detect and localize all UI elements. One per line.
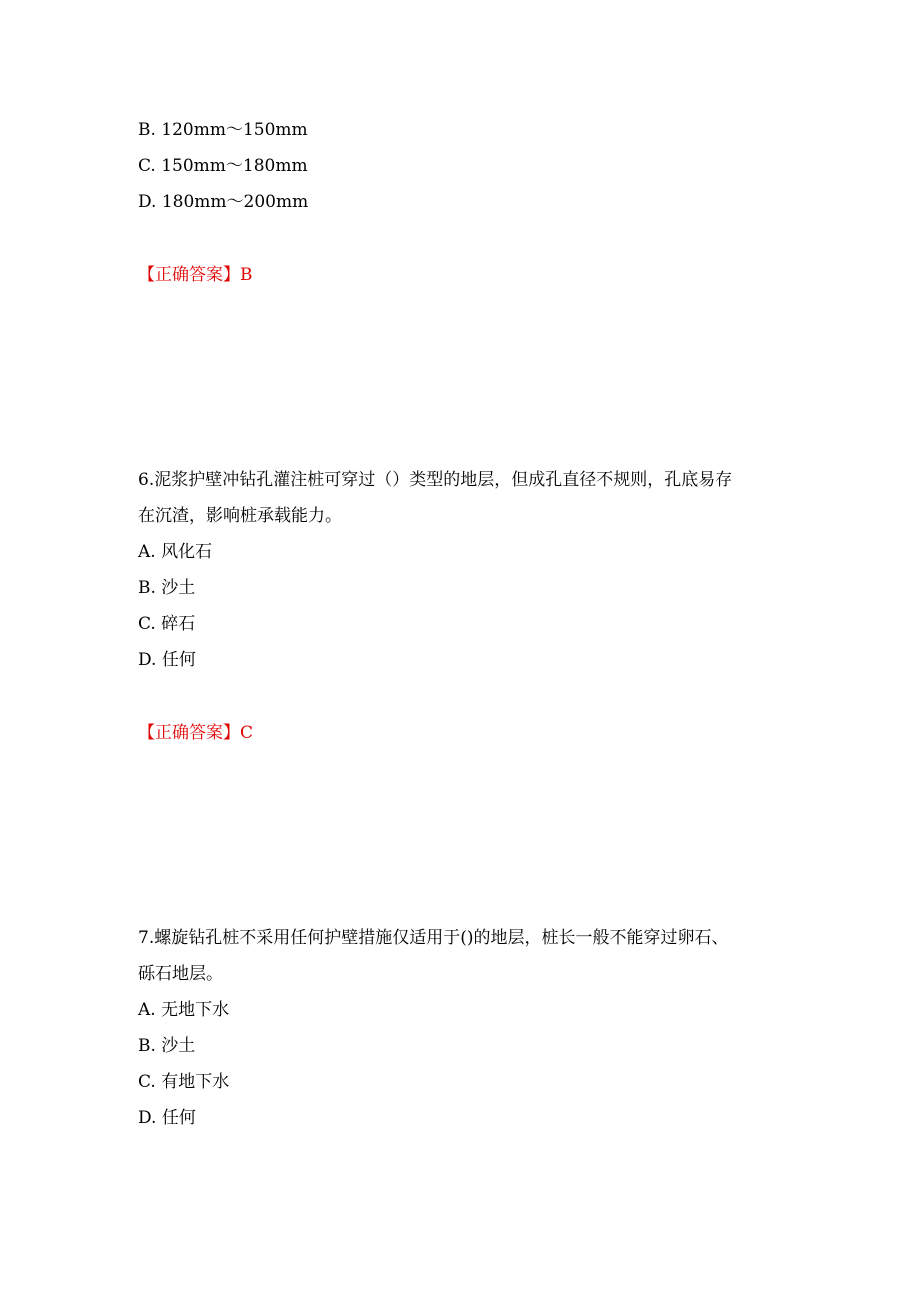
- q5-option-c: C. 150mm～180mm: [138, 156, 308, 176]
- q5-correct-answer: 【正确答案】B: [138, 265, 253, 285]
- q7-option-d: D. 任何: [138, 1108, 196, 1128]
- q5-option-b: B. 120mm～150mm: [138, 120, 308, 140]
- q7-question-line2: 砾石地层。: [138, 964, 223, 984]
- q6-option-a: A. 风化石: [138, 542, 213, 562]
- q7-question-line1: 7.螺旋钻孔桩不采用任何护壁措施仅适用于()的地层，桩长一般不能穿过卵石、: [138, 928, 729, 948]
- q6-option-c: C. 碎石: [138, 614, 196, 634]
- q6-option-d: D. 任何: [138, 650, 196, 670]
- q7-option-c: C. 有地下水: [138, 1072, 230, 1092]
- q7-option-b: B. 沙土: [138, 1036, 196, 1056]
- q6-option-b: B. 沙土: [138, 578, 196, 598]
- q7-option-a: A. 无地下水: [138, 1000, 230, 1020]
- q6-question-line2: 在沉渣，影响桩承载能力。: [138, 506, 342, 526]
- q6-correct-answer: 【正确答案】C: [138, 723, 254, 743]
- q6-question-line1: 6.泥浆护壁冲钻孔灌注桩可穿过（）类型的地层，但成孔直径不规则，孔底易存: [138, 470, 733, 490]
- q5-option-d: D. 180mm～200mm: [138, 192, 309, 212]
